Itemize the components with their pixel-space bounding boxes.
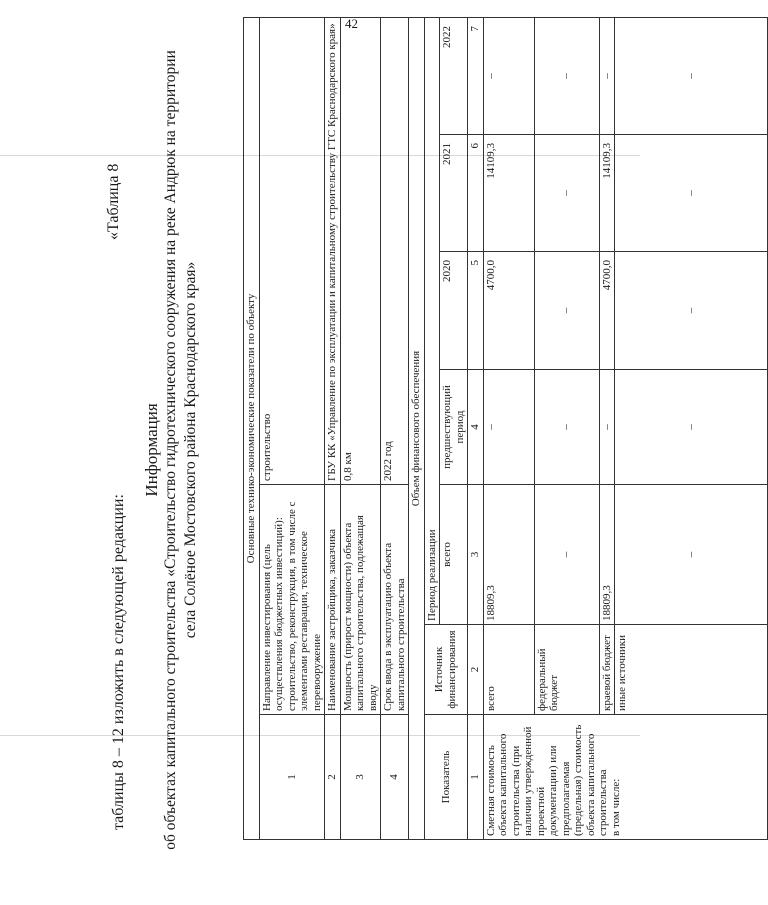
table-row [259,17,325,839]
table-row [381,17,409,839]
amendment-intro: таблицы 8 – 12 изложить в следующей редакции: [110,494,127,830]
row-value: 2022 год [381,17,409,484]
header-indicator: Показатель [424,715,468,840]
table-reference: «Таблица 8 [105,163,122,240]
indicator-cell [483,715,768,840]
fin-source: федеральный бюджет [534,625,599,715]
fin-previous: – [615,370,768,485]
header-total: всего [440,485,468,625]
fin-total: – [534,485,599,625]
fin-source: иные источники [615,625,768,715]
header-period: Период реализации [424,17,440,624]
table-row [340,17,381,839]
fin-2020: – [534,252,599,370]
column-number: 3 [468,485,484,625]
fin-total: – [615,485,768,625]
object-info-table [243,17,768,840]
fin-previous: – [483,370,534,485]
header-previous: предшествующий период [440,370,468,485]
column-number: 1 [468,715,484,840]
document-subtitle-line1: об объектах капитального строительства «Строительство гидротехнического сооружения на реке Андрюк на территории [162,50,179,850]
fin-source: краевой бюджет [599,625,615,715]
row-value: строительство [259,17,325,484]
fin-previous: – [599,370,615,485]
column-number: 2 [468,625,484,715]
page-number: 42 [345,16,358,31]
column-number: 7 [468,17,484,134]
row-number: 2 [325,715,341,840]
column-number-row [468,17,484,839]
header-source: Источник финансирования [424,625,468,715]
fin-total: 18809,3 [599,485,615,625]
table-row [325,17,341,839]
header-2020: 2020 [440,252,468,370]
document-title: Информация [142,403,161,497]
column-number: 4 [468,370,484,485]
row-number: 1 [259,715,325,840]
rotated-document-page [20,20,697,880]
row-label: Срок ввода в эксплуатацию объекта капитального строительства [381,485,409,715]
row-label: Наименование застройщика, заказчика [325,485,341,715]
row-label: Мощность (прирост мощности) объекта капитального строительства, подлежащая вводу [340,485,381,715]
section-title-finance: Объем финансового обеспечения [409,17,425,839]
section-header-row [244,17,260,839]
fin-row [483,17,534,839]
fin-2020: – [615,252,768,370]
indicator-sub: в том числе: [609,778,622,836]
fin-2022: – [599,17,615,134]
section-title-technical: Основные технико-экономические показатели по объекту [244,17,260,839]
fin-source: всего [483,625,534,715]
fin-2021: – [615,135,768,252]
fin-2020: 4700,0 [599,252,615,370]
fin-2022: – [534,17,599,134]
indicator-text: Сметная стоимость объекта капитального строительства (при наличии утвержденной проектной документации) или предполагаемая (предельная) стоимость объекта капитального строительства [484,724,609,836]
column-number: 5 [468,252,484,370]
fin-2021: 14109,3 [599,135,615,252]
fin-2022: – [615,17,768,134]
row-number: 3 [340,715,381,840]
fin-previous: – [534,370,599,485]
fin-total: 18809,3 [483,485,534,625]
row-number: 4 [381,715,409,840]
fin-2021: – [534,135,599,252]
fin-2021: 14109,3 [483,135,534,252]
document-subtitle-line2: села Солёное Мостовского района Краснодарского края» [182,261,199,639]
column-number: 6 [468,135,484,252]
row-value: ГБУ КК «Управление по эксплуатации и капитальному строительству ГТС Краснодарского края» [325,17,341,484]
row-value: 0,8 км [340,17,381,484]
fin-2020: 4700,0 [483,252,534,370]
header-2022: 2022 [440,17,468,134]
section-header-row [409,17,425,839]
row-label: Направление инвестирования (цель осуществления бюджетных инвестиций): строительство, реконструкция, в том числе с элементами реставрации, техническое перевооружение [259,485,325,715]
fin-header-row [424,17,440,839]
fin-2022: – [483,17,534,134]
header-2021: 2021 [440,135,468,252]
